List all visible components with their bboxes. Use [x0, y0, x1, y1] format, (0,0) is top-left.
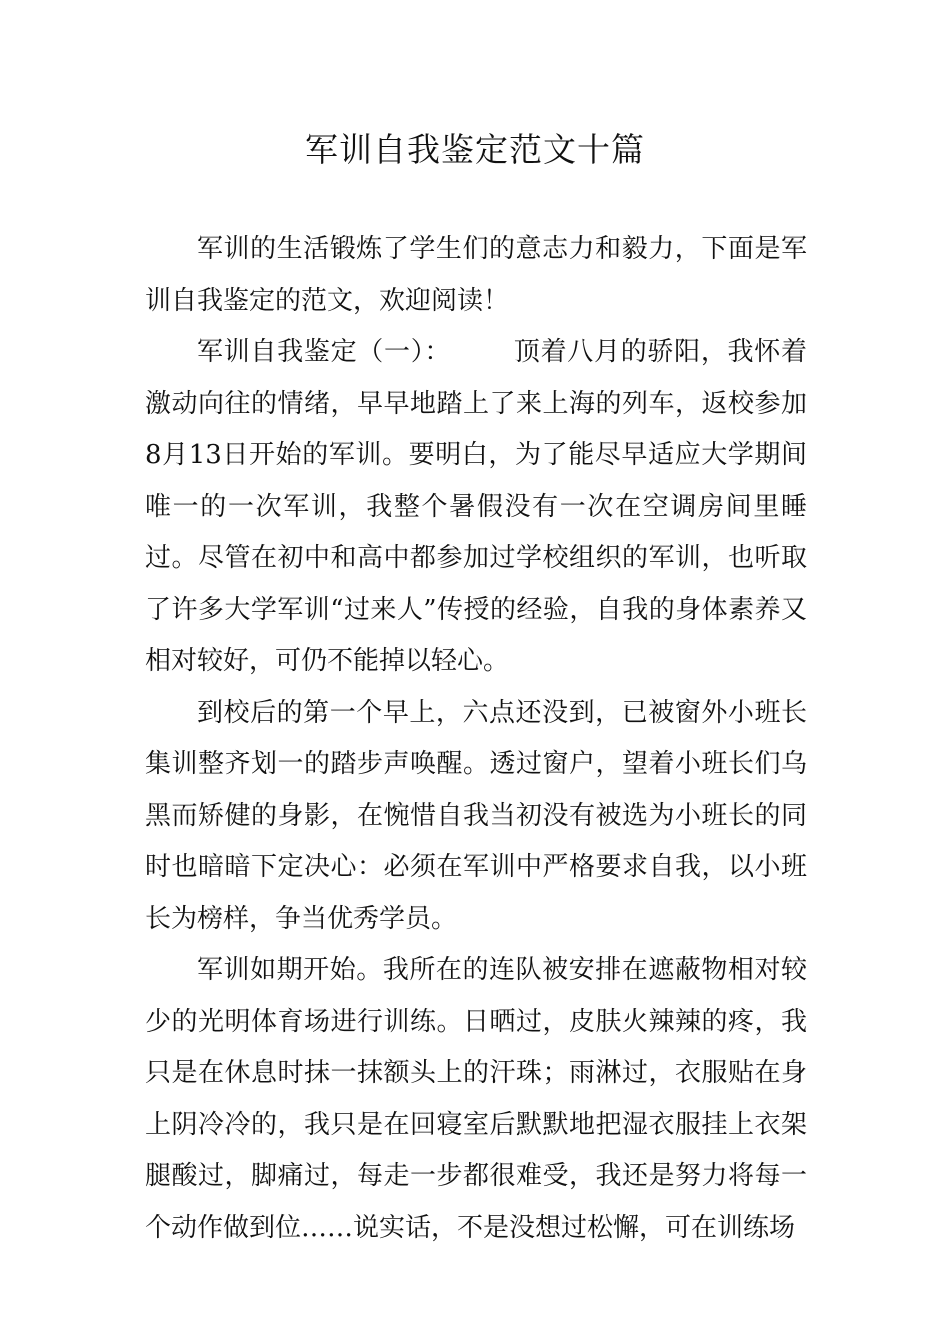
section-1-paragraph	[145, 327, 807, 688]
paragraph-2: 到校后的第一个早上，六点还没到，已被窗外小班长集训整齐划一的踏步声唤醒。透过窗户，望着小班长们乌黑而矫健的身影，在惋惜自我当初没有被选为小班长的同时也暗暗下定决心：必须在军训中严格要求自我，以小班长为榜样，争当优秀学员。	[145, 697, 807, 934]
document-body	[145, 224, 807, 1254]
document-title: 军训自我鉴定范文十篇	[305, 130, 645, 169]
section-1-text: 顶着八月的骄阳，我怀着激动向往的情绪，早早地踏上了来上海的列车，返校参加8月13日开始的军训。要明白，为了能尽早适应大学期间唯一的一次军训，我整个暑假没有一次在空调房间里睡过。尽管在初中和高中都参加过学校组织的军训，也听取了许多大学军训“过来人”传授的经验，自我的身体素养又相对较好，可仍不能掉以轻心。	[145, 337, 807, 676]
intro-paragraph: 军训的生活锻炼了学生们的意志力和毅力，下面是军训自我鉴定的范文，欢迎阅读！	[145, 234, 807, 316]
section-1-heading: 军训自我鉴定（一）：	[197, 337, 452, 367]
paragraph-3: 军训如期开始。我所在的连队被安排在遮蔽物相对较少的光明体育场进行训练。日晒过，皮肤火辣辣的疼，我只是在休息时抹一抹额头上的汗珠；雨淋过，衣服贴在身上阴冷冷的，我只是在回寝室后默默地把湿衣服挂上衣架腿酸过，脚痛过，每走一步都很难受，我还是努力将每一个动作做到位……说实话，不是没想过松懈，可在训练场	[145, 955, 807, 1243]
